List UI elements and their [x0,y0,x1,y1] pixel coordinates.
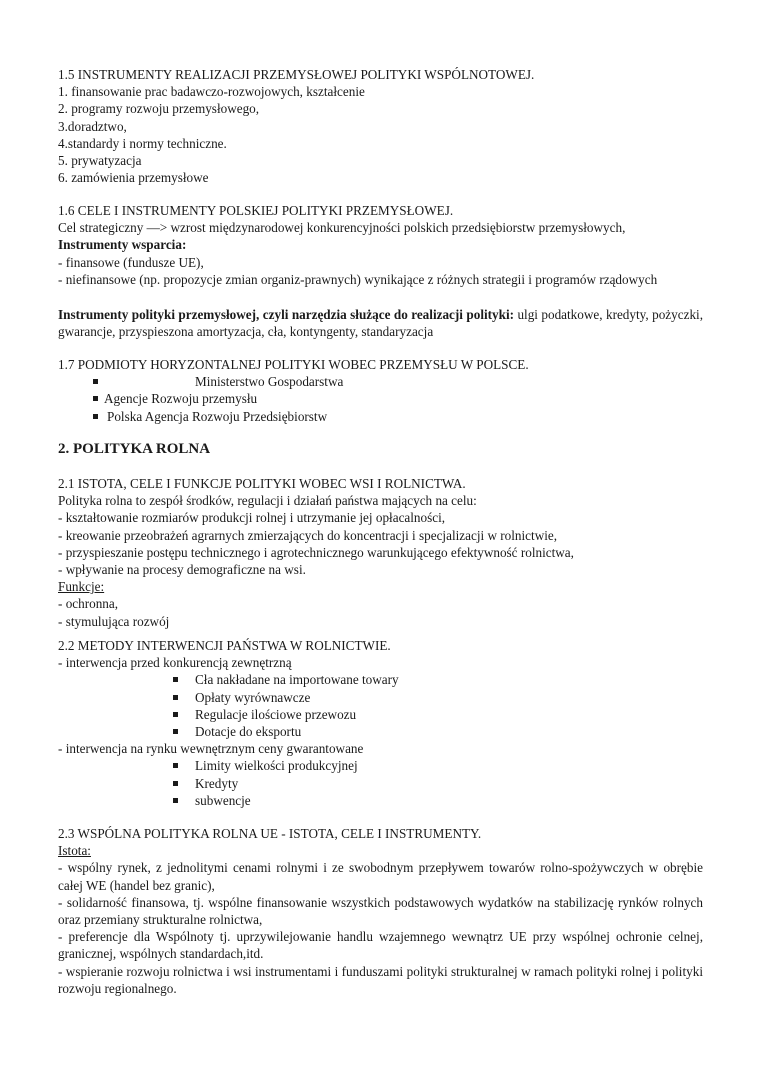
bullet-icon [93,379,98,384]
list-item-text: Dotacje do eksportu [195,724,302,740]
list-item [58,390,703,407]
paragraph: - wspólny rynek, z jednolitymi cenami rolnymi i ze swobodnym przepływem towarów rolno-spożywczych w obrębie całej WE (handel bez granic), [58,860,703,893]
list-item: - stymulująca rozwój [58,613,170,629]
list-item [58,792,703,809]
bullet-icon [173,798,178,803]
section-heading: 2.2 METODY INTERWENCJI PAŃSTWA W ROLNICTWIE. [58,638,391,653]
list-item: - przyspieszanie postępu technicznego i agrotechnicznego warunkującego efektywność rolnictwa, [58,544,574,560]
tools-bold: Instrumenty polityki przemysłowej, czyli narzędzia służące do realizacji polityki: [58,307,515,322]
list-item: - ochronna, [58,596,119,612]
tools-text: ulgi podatkowe, kredyty, pożyczki, gwarancje, przyspieszona amortyzacja, cła, kontyngenty, standaryzacja [58,307,704,340]
list-item: 5. prywatyzacja [58,153,142,169]
bullet-icon [93,414,98,419]
section-heading: 2.3 WSPÓLNA POLITYKA ROLNA UE - ISTOTA, CELE I INSTRUMENTY. [58,826,482,841]
bullet-icon [173,781,178,786]
section-heading: 1.7 PODMIOTY HORYZONTALNEJ POLITYKI WOBEC PRZEMYSŁU W POLSCE. [58,357,529,372]
list-item: - kreowanie przeobrażeń agrarnych zmierzających do koncentracji i specjalizacji w rolnictwie, [58,527,558,543]
section-2-1 [58,475,703,630]
bullet-icon [173,763,178,768]
list-item-text: Ministerstwo Gospodarstwa [195,374,344,390]
list-item-text: Cła nakładane na importowane towary [195,672,399,688]
list-item: 3.doradztwo, [58,118,127,134]
bullet-icon [173,712,178,717]
section-1-5 [58,66,703,186]
list-item [58,723,703,740]
paragraph: - solidarność finansowa, tj. wspólne finansowanie wszystkich podstawowych wydatków na stabilizację rynków rolnych oraz przemiany strukturalne rolnictwa, [58,894,703,928]
list-item: 4.standardy i normy techniczne. [58,135,227,151]
internal-intervention-label: - interwencja na rynku wewnętrznym ceny gwarantowane [58,741,364,757]
section-2-2 [58,637,703,809]
section-heading: 2.1 ISTOTA, CELE I FUNKCJE POLITYKI WOBEC WSI I ROLNICTWA. [58,476,466,491]
list-item: - wpływanie na procesy demograficzne na wsi. [58,562,306,578]
list-item: 6. zamówienia przemysłowe [58,170,209,186]
list-item [58,775,703,792]
list-item-text: Polska Agencja Rozwoju Przedsiębiorstw [107,408,328,424]
bullet-icon [173,729,178,734]
list-item: 1. finansowanie prac badawczo-rozwojowych, kształcenie [58,84,365,100]
list-item-text: Agencje Rozwoju przemysłu [104,391,258,407]
list-item-text: Kredyty [195,775,239,791]
tools-paragraph [58,306,703,340]
list-item: - niefinansowe (np. propozycje zmian organiz-prawnych) wynikające z różnych strategii i programów rządowych [58,271,658,287]
chapter-2 [58,441,703,458]
chapter-title: 2. POLITYKA ROLNA [58,441,211,457]
list-item [58,373,703,390]
section-1-6 [58,202,703,288]
essence-label: Istota: [58,843,91,859]
intro-text: Polityka rolna to zespół środków, regulacji i działań państwa mających na celu: [58,493,477,509]
section-heading: 1.6 CELE I INSTRUMENTY POLSKIEJ POLITYKI PRZEMYSŁOWEJ. [58,203,454,218]
strategic-goal: Cel strategiczny —> wzrost międzynarodowej konkurencyjności polskich przedsiębiorstw przemysłowych, [58,220,626,236]
section-1-7 [58,356,703,425]
list-item-text: Opłaty wyrównawcze [195,689,311,705]
list-item [58,706,703,723]
list-item: - finansowe (fundusze UE), [58,254,204,270]
paragraph: - wspieranie rozwoju rolnictwa i wsi instrumentami i funduszami polityki strukturalnej w ramach polityki rolnej i polityki rozwoju regionalnego. [58,963,703,996]
list-item [58,689,703,706]
paragraph: - preferencje dla Wspólnoty tj. uprzywilejowanie handlu wzajemnego wewnątrz UE przy wspólnej ochronie celnej, granicznej, wspólnych standardach,itd. [58,929,703,962]
section-2-3 [58,825,703,997]
list-item [58,671,703,688]
list-item-text: Regulacje ilościowe przewozu [195,706,357,722]
external-intervention-label: - interwencja przed konkurencją zewnętrzną [58,655,292,671]
list-item [58,408,703,425]
list-item-text: Limity wielkości produkcyjnej [195,758,358,774]
list-item [58,757,703,774]
list-item-text: subwencje [195,792,251,808]
functions-label: Funkcje: [58,579,105,595]
support-label: Instrumenty wsparcia: [58,237,187,253]
section-heading: 1.5 INSTRUMENTY REALIZACJI PRZEMYSŁOWEJ POLITYKI WSPÓLNOTOWEJ. [58,67,535,82]
list-item: 2. programy rozwoju przemysłowego, [58,101,260,117]
bullet-icon [173,677,178,682]
bullet-icon [93,396,98,401]
list-item: - kształtowanie rozmiarów produkcji rolnej i utrzymanie jej opłacalności, [58,510,446,526]
bullet-icon [173,695,178,700]
